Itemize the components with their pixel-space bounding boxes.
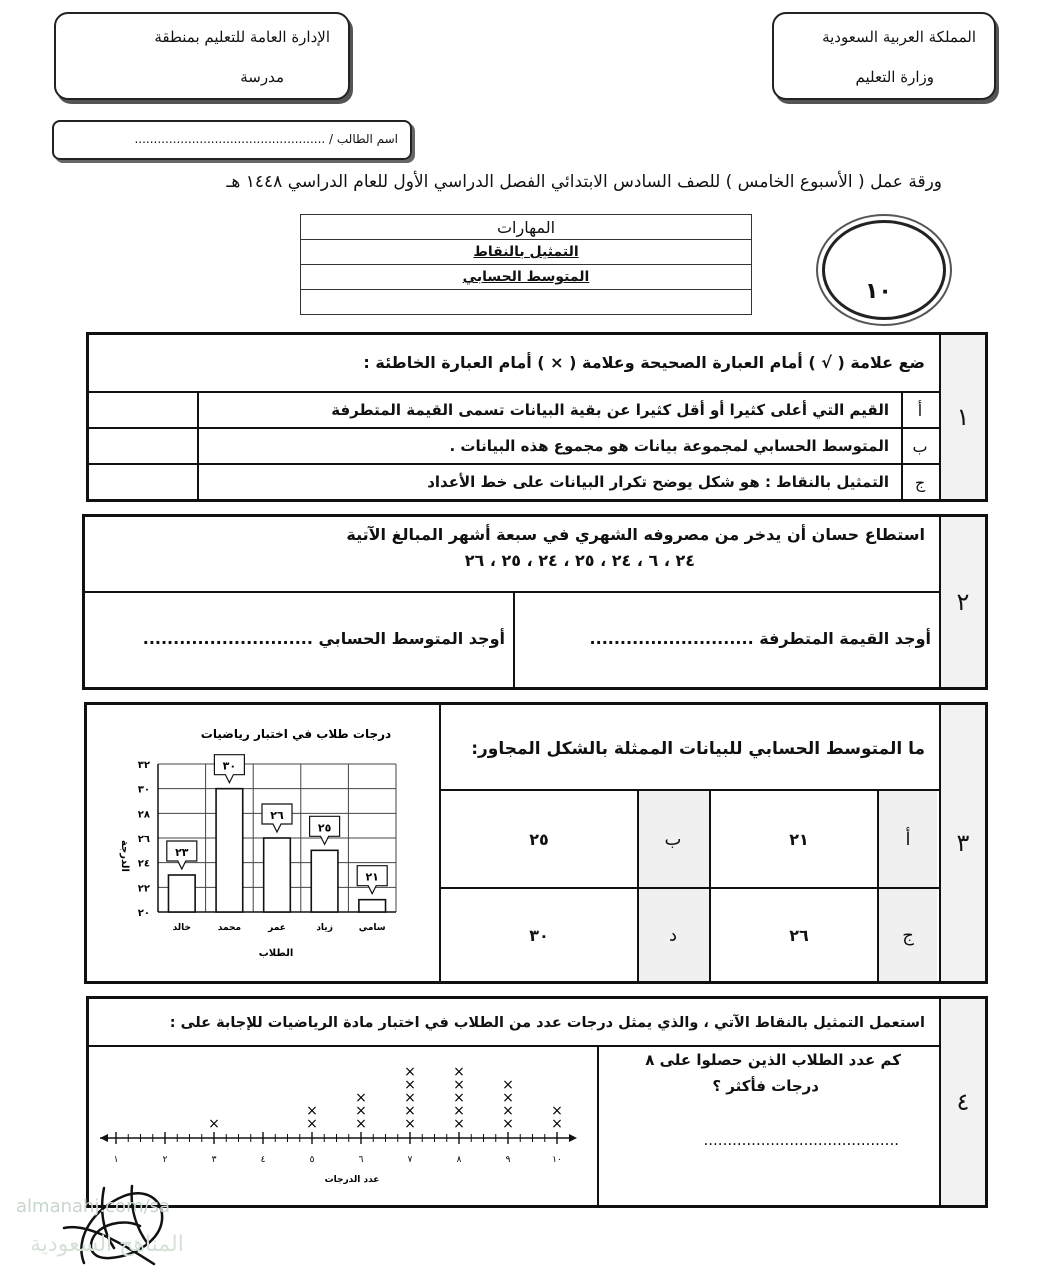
category-label: خالد — [172, 923, 192, 933]
data-mark: × — [453, 1116, 465, 1132]
bar-value-label: ٢٦ — [270, 809, 284, 822]
data-mark: × — [453, 1077, 465, 1093]
bar-value-label: ٣٠ — [222, 759, 237, 773]
option-d-value[interactable]: ٣٠ — [529, 925, 549, 945]
category-label: سامي — [358, 923, 386, 933]
data-mark: × — [355, 1103, 367, 1119]
bar — [311, 850, 338, 912]
tick-label: ٢ — [162, 1155, 168, 1165]
data-mark: × — [453, 1090, 465, 1106]
question-1-number: ١ — [939, 335, 985, 499]
data-mark: × — [551, 1116, 563, 1132]
bar — [168, 875, 195, 912]
data-mark: × — [404, 1103, 416, 1119]
school-label: مدرسة — [240, 68, 284, 86]
school-header-box — [54, 12, 350, 100]
bar-value-label: ٢٥ — [317, 821, 332, 835]
data-mark: × — [502, 1116, 514, 1132]
savings-values: ٢٤ ، ٦ ، ٢٤ ، ٢٥ ، ٢٤ ، ٢٥ ، ٢٦ — [464, 551, 695, 570]
data-mark: × — [404, 1077, 416, 1093]
data-mark: × — [306, 1103, 318, 1119]
ministry-header-box — [772, 12, 996, 100]
answer-box[interactable] — [89, 393, 197, 427]
true-false-statement: التمثيل بالنقاط : هو شكل يوضح تكرار البيانات على خط الأعداد — [427, 473, 889, 491]
data-mark: × — [502, 1077, 514, 1093]
option-b-value[interactable]: ٢٥ — [529, 829, 549, 849]
option-d-letter: د — [668, 924, 677, 946]
chart-title: درجات طلاب في اختبار رياضيات — [200, 727, 392, 741]
question-1-instruction: ضع علامة ( √ ) أمام العبارة الصحيحة وعلامة ( × ) أمام العبارة الخاطئة : — [363, 353, 925, 372]
tick-label: ٤ — [260, 1155, 266, 1165]
tick-label: ١ — [113, 1155, 119, 1165]
tick-label: ٨ — [456, 1155, 462, 1165]
skill-item: المتوسط الحسابي — [301, 265, 752, 290]
question-2-number: ٢ — [939, 517, 985, 687]
question-1-section — [86, 332, 988, 502]
tick-label: ٦ — [358, 1155, 364, 1165]
left-arrow-icon — [100, 1134, 108, 1142]
question-4-text: درجات فأكثر ؟ — [712, 1077, 819, 1095]
tick-label: ٩ — [505, 1155, 511, 1165]
bar — [359, 900, 386, 912]
skill-item — [301, 290, 752, 315]
y-tick-label: ٢٨ — [137, 809, 150, 821]
right-arrow-icon — [569, 1134, 577, 1142]
option-c-letter: ج — [902, 924, 914, 946]
data-mark: × — [453, 1103, 465, 1119]
y-axis-label: الدرجة — [119, 840, 130, 872]
data-mark: × — [404, 1116, 416, 1132]
x-axis-label: الطلاب — [258, 948, 294, 959]
option-a-letter: أ — [905, 828, 911, 850]
tick-label: ٣ — [211, 1155, 217, 1165]
question-2-text: استطاع حسان أن يدخر من مصروفه الشهري في سبعة أشهر المبالغ الآتية — [346, 525, 925, 544]
y-tick-label: ٣٢ — [137, 760, 150, 771]
worksheet-title: ورقة عمل ( الأسبوع الخامس ) للصف السادس الابتدائي الفصل الدراسي الأول للعام الدراسي ١٤٤٨ هـ — [226, 172, 942, 192]
score-circle — [822, 220, 946, 320]
total-score: ١٠ — [865, 279, 892, 304]
item-letter: أ — [917, 400, 923, 420]
ministry-label: وزارة التعليم — [855, 68, 934, 86]
question-4-text: كم عدد الطلاب الذين حصلوا على ٨ — [645, 1051, 901, 1069]
tick-label: ٥ — [309, 1155, 315, 1165]
watermark-text: المناهج السعودية — [30, 1232, 184, 1257]
tick-label: ١٠ — [552, 1155, 562, 1165]
option-a-value[interactable]: ٢١ — [789, 829, 809, 849]
data-mark: × — [355, 1090, 367, 1106]
mean-prompt[interactable]: أوجد المتوسط الحسابي ............................ — [142, 629, 505, 648]
student-name-field[interactable]: اسم الطالب / .................................................. — [52, 120, 412, 160]
question-3-number: ٣ — [939, 705, 985, 981]
skills-table — [300, 214, 752, 315]
true-false-statement: القيم التي أعلى كثيرا أو أقل كثيرا عن بقية البيانات تسمى القيمة المتطرفة — [331, 401, 889, 419]
skill-item: التمثيل بالنقاط — [301, 240, 752, 265]
education-admin-label: الإدارة العامة للتعليم بمنطقة — [154, 28, 330, 46]
question-4-number: ٤ — [939, 999, 985, 1205]
category-label: محمد — [217, 923, 242, 933]
y-tick-label: ٢٢ — [137, 883, 150, 895]
bar-value-label: ٢٣ — [175, 846, 189, 859]
data-mark: × — [404, 1064, 416, 1080]
data-mark: × — [355, 1116, 367, 1132]
student-scores-bar-chart — [96, 716, 432, 974]
answer-line[interactable]: ......................................... — [703, 1131, 899, 1149]
dot-plot-axis-label: عدد الدرجات — [324, 1175, 380, 1185]
question-3-text: ما المتوسط الحسابي للبيانات الممثلة بالشكل المجاور: — [471, 739, 925, 759]
y-tick-label: ٢٦ — [137, 834, 150, 845]
item-letter: ب — [912, 436, 928, 456]
teacher-signature-logo — [44, 1168, 194, 1278]
data-mark: × — [551, 1103, 563, 1119]
data-mark: × — [453, 1064, 465, 1080]
y-tick-label: ٢٠ — [137, 908, 150, 919]
category-label: عمر — [268, 923, 286, 933]
watermark-url: almanahj.com/sa — [16, 1196, 171, 1217]
category-label: زياد — [316, 923, 333, 933]
option-b-letter: ب — [664, 828, 682, 850]
y-tick-label: ٢٤ — [137, 858, 150, 870]
question-2-section — [82, 514, 988, 690]
bar-value-label: ٢١ — [365, 870, 379, 884]
tick-label: ٧ — [407, 1155, 413, 1165]
outlier-prompt[interactable]: أوجد القيمة المتطرفة ........................... — [589, 629, 931, 648]
true-false-statement: المتوسط الحسابي لمجموعة بيانات هو مجموع هذه البيانات . — [449, 437, 889, 455]
item-letter: ج — [914, 472, 926, 492]
question-4-instruction: استعمل التمثيل بالنقاط الآتي ، والذي يمثل درجات عدد من الطلاب في اختبار مادة الرياضيات للإجابة على : — [169, 1015, 925, 1031]
data-mark: × — [502, 1103, 514, 1119]
answer-box[interactable] — [89, 465, 197, 499]
data-mark: × — [208, 1116, 220, 1132]
skills-header: المهارات — [301, 215, 752, 240]
data-mark: × — [404, 1090, 416, 1106]
bar — [216, 789, 243, 912]
y-tick-label: ٣٠ — [137, 784, 150, 796]
kingdom-label: المملكة العربية السعودية — [822, 28, 976, 46]
data-mark: × — [502, 1090, 514, 1106]
option-c-value[interactable]: ٢٦ — [789, 925, 809, 945]
answer-box[interactable] — [89, 429, 197, 463]
data-mark: × — [306, 1116, 318, 1132]
bar — [264, 838, 291, 912]
